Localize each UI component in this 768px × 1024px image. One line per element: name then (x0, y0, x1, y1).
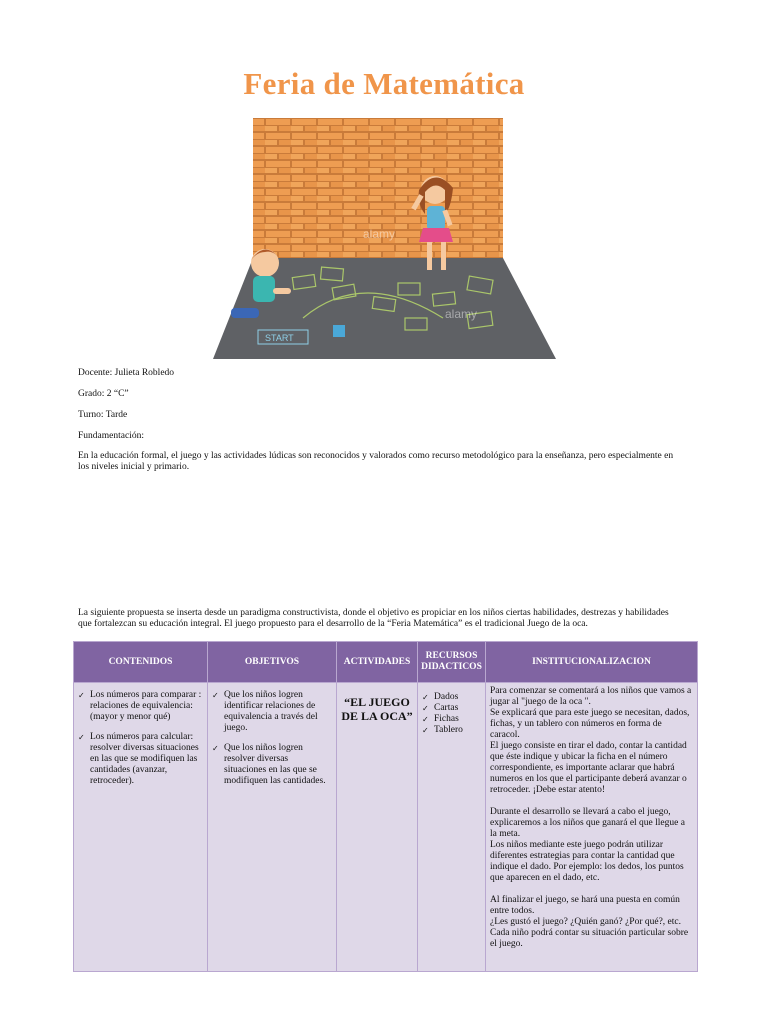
watermark: alamy (363, 227, 396, 241)
header-actividades: ACTIVIDADES (337, 642, 418, 683)
intro-paragraph: En la educación formal, el juego y las actividades lúdicas son reconocidos y valorados como recurso metodológico para la enseñanza, pero especialmente en los niveles inicial y primario. (78, 451, 674, 472)
table-header-row (74, 642, 698, 683)
watermark: alamy (445, 307, 478, 321)
list-item: ✓ Tablero (422, 725, 463, 735)
institucionalizacion-cell (486, 683, 698, 972)
docente-line: Docente: Julieta Robledo (78, 368, 175, 378)
list-item: ✓ Los números para comparar : relaciones de equivalencia: (mayor y menor qué) (78, 690, 202, 722)
list-item: ✓ Dados (422, 692, 459, 702)
check-icon: ✓ (78, 733, 85, 742)
turno-line: Turno: Tarde (78, 410, 128, 420)
inst-paragraph: Durante el desarrollo se llevará a cabo el juego, explicaremos a los niños que ganará el que llegue a la meta. (490, 807, 685, 839)
page-title: Feria de Matemática (243, 66, 525, 101)
table-row (74, 683, 698, 972)
actividad-cell (337, 683, 418, 972)
grado-line: Grado: 2 “C” (78, 389, 129, 399)
list-item: ✓ Cartas (422, 703, 459, 713)
inst-paragraph: Cada niño podrá contar su situación particular sobre el juego. (490, 928, 689, 949)
propuesta-paragraph: La siguiente propuesta se inserta desde un paradigma constructivista, donde el objetivo es propiciar en los niños ciertas habilidades, destrezas y habilidades que fortalezcan su educación integral. El juego propuesto para el desarrollo de la “Feria Matemática” es el tradicional Juego de la oca. (78, 608, 669, 629)
check-icon: ✓ (78, 691, 85, 700)
check-icon: ✓ (422, 704, 429, 713)
recursos-cell (418, 683, 486, 972)
list-item: ✓ Fichas (422, 714, 459, 724)
inst-paragraph: Se explicará que para este juego se necesitan, dados, fichas, y un tablero con números en forma de caracol. (490, 708, 690, 740)
inst-paragraph: El juego consiste en tirar el dado, contar la cantidad que éste indique y ubicar la ficha en el número correspondiente, es importante aclarar que habrá numeros en los que el participante deberá avanzar o retroceder. ¡Debe estar atento! (490, 741, 687, 795)
activity-name: “EL JUEGO DE LA OCA” (341, 695, 413, 723)
header-recursos: RECURSOS DIDACTICOS (418, 642, 486, 683)
check-icon: ✓ (212, 744, 219, 753)
list-item: ✓ Que los niños logren identificar relaciones de equivalencia a través del juego. (212, 690, 318, 733)
inst-paragraph: Al finalizar el juego, se hará una puesta en común entre todos. (490, 895, 680, 916)
header-contenidos: CONTENIDOS (74, 642, 208, 683)
check-icon: ✓ (422, 693, 429, 702)
header-institucionalizacion: INSTITUCIONALIZACION (486, 642, 698, 683)
check-icon: ✓ (422, 715, 429, 724)
list-item: ✓ Que los niños logren resolver diversas situaciones en las que se modifiquen las cantidades. (212, 743, 326, 786)
contenidos-cell (74, 683, 208, 972)
start-label: START (265, 333, 294, 343)
hopscotch-illustration (213, 118, 556, 359)
inst-paragraph: ¿Les gustó el juego? ¿Quién ganó? ¿Por qué?, etc. (490, 917, 681, 927)
inst-paragraph: Para comenzar se comentará a los niños que vamos a jugar al "juego de la oca ". (490, 686, 692, 707)
check-icon: ✓ (212, 691, 219, 700)
check-icon: ✓ (422, 726, 429, 735)
inst-paragraph: Los niños mediante este juego podrán utilizar diferentes estrategias para contar la cantidad que indique el dado. Por ejemplo: los dedos, los puntos que aparecen en el dado, etc. (490, 840, 684, 883)
plan-table (73, 641, 698, 972)
list-item: ✓ Los números para calcular: resolver diversas situaciones en las que se modifiquen las cantidades (avanzar, retroceder). (78, 732, 199, 786)
fundamentacion-heading: Fundamentación: (78, 431, 144, 441)
header-objetivos: OBJETIVOS (208, 642, 337, 683)
objetivos-cell (208, 683, 337, 972)
